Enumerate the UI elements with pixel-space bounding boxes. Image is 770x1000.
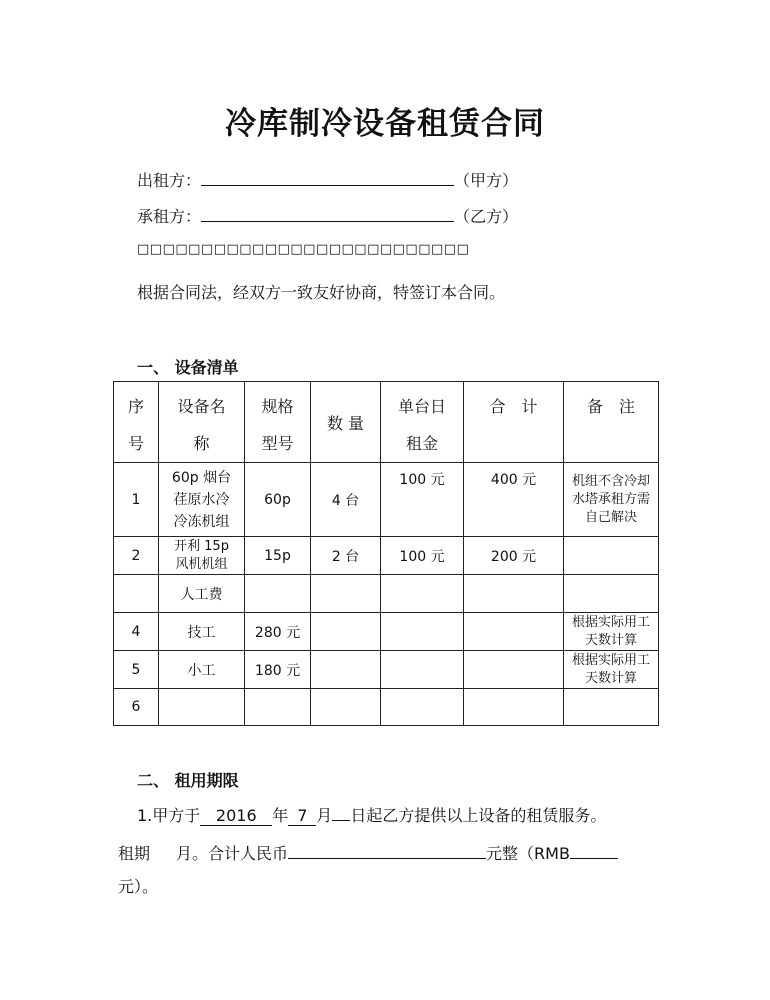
table-row: [114, 689, 659, 726]
cell-note: [564, 575, 659, 613]
equipment-table: [113, 381, 659, 726]
cell-seq: 4: [114, 613, 159, 651]
document-title: 冷库制冷设备租赁合同: [225, 106, 545, 142]
start-year-field[interactable]: 2016: [200, 807, 272, 826]
cell-total: 200 元: [464, 537, 564, 575]
cell-name: 人工费: [159, 575, 245, 613]
cell-price: [381, 651, 464, 689]
lessor-label: 出租方：: [137, 171, 202, 190]
header-name: 设备名 称: [159, 382, 245, 463]
cell-qty: [311, 613, 381, 651]
lessor-blank[interactable]: [201, 169, 454, 186]
cell-price: [381, 613, 464, 651]
header-seq: 序 号: [114, 382, 159, 463]
cell-seq: 5: [114, 651, 159, 689]
cell-name: [159, 689, 245, 726]
cell-total: [464, 651, 564, 689]
lessee-suffix: （乙方）: [454, 207, 519, 226]
table-row: [114, 463, 659, 537]
cell-name: 小工: [159, 651, 245, 689]
cell-price: [381, 575, 464, 613]
cell-spec: 280 元: [245, 613, 311, 651]
cell-name: 开利 15p 风机机组: [159, 537, 245, 575]
cell-spec: [245, 575, 311, 613]
intro-paragraph: 根据合同法，经双方一致友好协商，特签订本合同。: [137, 283, 506, 302]
cell-total: [464, 689, 564, 726]
cell-price: [381, 689, 464, 726]
total-rmb-words-field[interactable]: [288, 842, 486, 859]
cell-name: 技工: [159, 613, 245, 651]
lessee-blank[interactable]: [201, 205, 454, 222]
cell-price: 100 元: [381, 537, 464, 575]
cell-price: 100 元: [381, 463, 464, 537]
cell-total: 400 元: [464, 463, 564, 537]
cell-note: 根据实际用工天数计算: [564, 613, 659, 651]
cell-seq: 1: [114, 463, 159, 537]
table-row: [114, 651, 659, 689]
header-note: 备 注: [564, 382, 659, 463]
cell-spec: 180 元: [245, 651, 311, 689]
cell-qty: 2 台: [311, 537, 381, 575]
cell-note: 根据实际用工天数计算: [564, 651, 659, 689]
table-row: [114, 613, 659, 651]
cell-name: 60p 烟台 荏原水冷 冷冻机组: [159, 463, 245, 537]
term-paragraph-2: 租期 月。合计人民币 元整（RMB: [118, 842, 618, 865]
cell-total: [464, 613, 564, 651]
cell-seq: [114, 575, 159, 613]
lessee-label: 承租方：: [137, 207, 202, 226]
lessee-line: [137, 205, 518, 228]
table-row: [114, 575, 659, 613]
section-term-heading: 二、 租用期限: [137, 771, 239, 790]
garbled-text-line: □□□□□□□□□□□□□□□□□□□□□□□□□□: [137, 242, 470, 257]
lessor-line: [137, 169, 518, 192]
table-row: [114, 537, 659, 575]
cell-qty: [311, 575, 381, 613]
cell-qty: [311, 689, 381, 726]
header-total: 合 计: [464, 382, 564, 463]
cell-note: 机组不含冷却水塔承租方需自己解决: [564, 463, 659, 537]
cell-note: [564, 689, 659, 726]
term-paragraph-3: 元）。: [118, 877, 159, 896]
cell-note: [564, 537, 659, 575]
table-header-row: [114, 382, 659, 463]
cell-spec: 60p: [245, 463, 311, 537]
term-paragraph-1: 1.甲方于 2016 年 7 月 日起乙方提供以上设备的租赁服务。: [137, 806, 607, 825]
start-day-field[interactable]: [332, 804, 350, 821]
total-rmb-amount-field[interactable]: [570, 842, 618, 859]
cell-total: [464, 575, 564, 613]
header-price: 单台日 租金: [381, 382, 464, 463]
cell-seq: 2: [114, 537, 159, 575]
header-qty: 数 量: [311, 382, 381, 463]
cell-qty: 4 台: [311, 463, 381, 537]
cell-seq: 6: [114, 689, 159, 726]
header-spec: 规格 型号: [245, 382, 311, 463]
section-equipment-heading: 一、 设备清单: [137, 358, 239, 377]
cell-spec: [245, 689, 311, 726]
lessor-suffix: （甲方）: [454, 171, 519, 190]
cell-spec: 15p: [245, 537, 311, 575]
cell-qty: [311, 651, 381, 689]
start-month-field[interactable]: 7: [288, 807, 316, 826]
